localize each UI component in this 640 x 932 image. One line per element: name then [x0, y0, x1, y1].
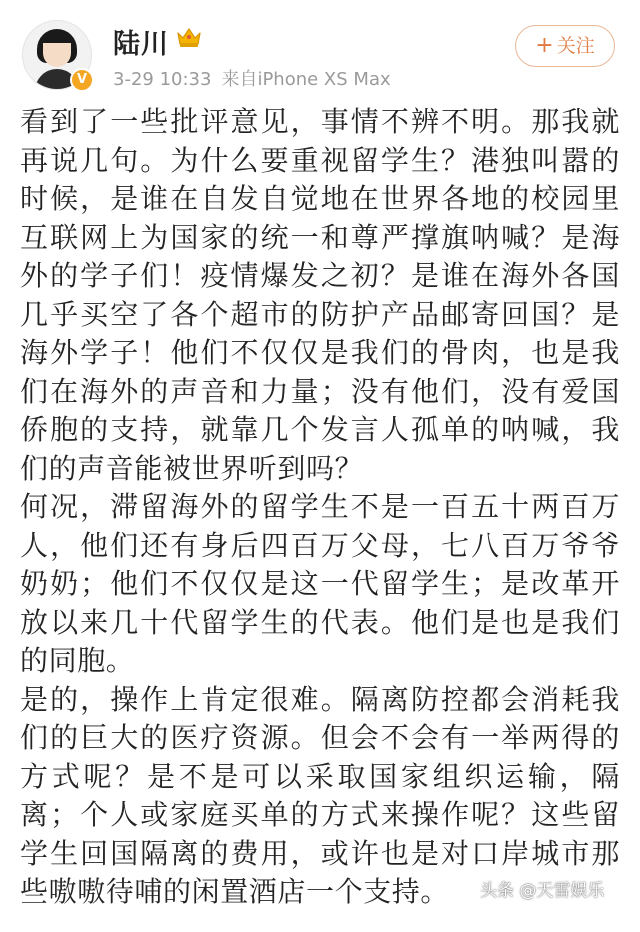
username[interactable]: 陆川 [113, 29, 169, 60]
post-time: 3-29 10:33 [113, 69, 212, 90]
follow-button-label: 关注 [556, 35, 595, 57]
crown-icon[interactable] [176, 26, 202, 48]
post-source[interactable]: 来自iPhone XS Max [221, 69, 391, 90]
plus-icon: + [535, 33, 554, 58]
post-paragraph: 是的，操作上肯定很难。隔离防控都会消耗我们的巨大的医疗资源。但会不会有一举两得的方式呢？是不是可以采取国家组织运输，隔离；个人或家庭买单的方式来操作呢？这些留学生回国隔离的费用，或许也是对口岸城市那些嗷嗷待哺的闲置酒店一个支持。 [20, 682, 620, 908]
avatar-face [43, 43, 71, 67]
follow-button[interactable] [515, 25, 615, 67]
verified-v-icon: V [70, 68, 94, 92]
post-body [20, 103, 620, 912]
post-paragraph: 看到了一些批评意见，事情不辨不明。那我就再说几句。为什么要重视留学生？港独叫嚣的时候，是谁在自发自觉地在世界各地的校园里互联网上为国家的统一和尊严撑旗呐喊？是海外的学子们！疫情爆发之初？是谁在海外各国几乎买空了各个超市的防护产品邮寄回国？是海外学子！他们不仅仅是我们的骨肉，也是我们在海外的声音和力量；没有他们，没有爱国侨胞的支持，就靠几个发言人孤单的呐喊，我们的声音能被世界听到吗？ [20, 105, 620, 485]
post-paragraph: 何况，滞留海外的留学生不是一百五十两百万人，他们还有身后四百万父母，七八百万爷爷奶奶；他们不仅仅是这一代留学生；是改革开放以来几十代留学生的代表。他们是也是我们的同胞。 [20, 490, 620, 677]
post-meta [113, 65, 391, 91]
watermark: 头条 @天雷娱乐 [480, 881, 605, 901]
